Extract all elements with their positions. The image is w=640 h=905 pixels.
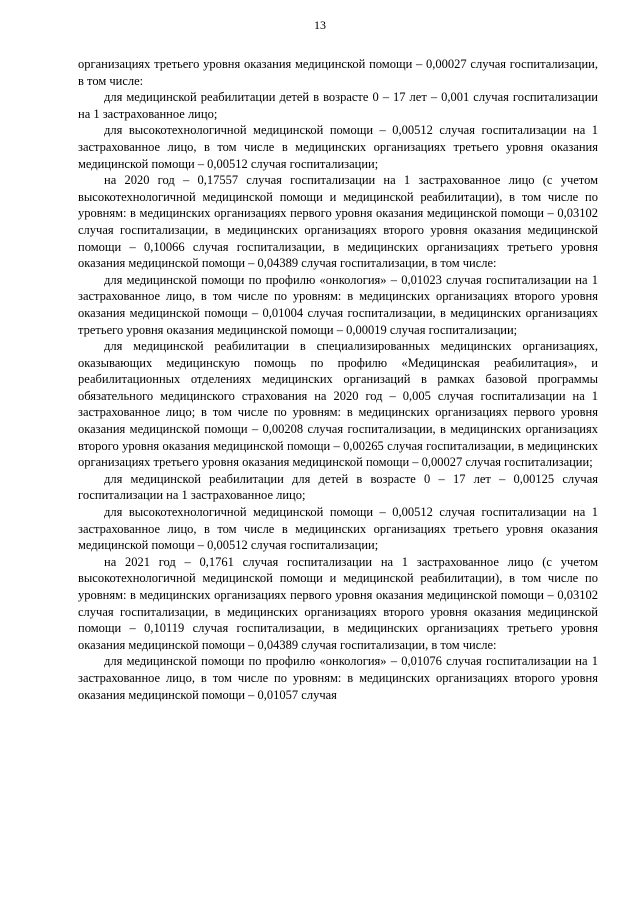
- paragraph: на 2020 год – 0,17557 случая госпитализации на 1 застрахованное лицо (с учетом высокотехнологичной медицинской помощи и медицинской реабилитации), в том числе по уровням: в медицинских организациях первого уровня оказания медицинской помощи – 0,03102 случая госпитализации, в медицинских организациях второго уровня оказания медицинской помощи – 0,10066 случая госпитализации, в медицинских организациях третьего уровня оказания медицинской помощи – 0,04389 случая госпитализации, в том числе:: [78, 173, 598, 271]
- page-number: 13: [314, 18, 326, 32]
- paragraph: организациях третьего уровня оказания медицинской помощи – 0,00027 случая госпитализации, в том числе:: [78, 57, 598, 88]
- paragraph: для медицинской помощи по профилю «онкология» – 0,01076 случая госпитализации на 1 застрахованное лицо, в том числе по уровням: в медицинских организациях второго уровня оказания медицинской помощи – 0,01057 случая: [78, 654, 598, 702]
- body-text: [78, 56, 598, 703]
- paragraph: для медицинской помощи по профилю «онкология» – 0,01023 случая госпитализации на 1 застрахованное лицо, в том числе по уровням: в медицинских организациях второго уровня оказания медицинской помощи – 0,01004 случая госпитализации, в медицинских организациях третьего уровня оказания медицинской помощи – 0,00019 случая госпитализации;: [78, 272, 598, 337]
- paragraph: для высокотехнологичной медицинской помощи – 0,00512 случая госпитализации на 1 застрахованное лицо, в том числе в медицинских организациях третьего уровня оказания медицинской помощи – 0,00512 случая госпитализации;: [78, 505, 598, 553]
- paragraph: на 2021 год – 0,1761 случая госпитализации на 1 застрахованное лицо (с учетом высокотехнологичной медицинской помощи и медицинской реабилитации), в том числе по уровням: в медицинских организациях первого уровня оказания медицинской помощи – 0,03102 случая госпитализации, в медицинских организациях второго уровня оказания медицинской помощи – 0,10119 случая госпитализации, в медицинских организациях третьего уровня оказания медицинской помощи – 0,04389 случая госпитализации, в том числе:: [78, 554, 598, 652]
- paragraph: для медицинской реабилитации для детей в возрасте 0 – 17 лет – 0,00125 случая госпитализации на 1 застрахованное лицо;: [78, 471, 598, 503]
- paragraph: для медицинской реабилитации в специализированных медицинских организациях, оказывающих медицинскую помощь по профилю «Медицинская реабилитация», и реабилитационных отделениях медицинских организаций в рамках базовой программы обязательного медицинского страхования на 2020 год – 0,005 случая госпитализации на 1 застрахованное лицо; в том числе по уровням: в медицинских организациях первого уровня оказания медицинской помощи – 0,00208 случая госпитализации, в медицинских организациях второго уровня оказания медицинской помощи – 0,00265 случая госпитализации, в медицинских организациях третьего уровня оказания медицинской помощи – 0,00027 случая госпитализации;: [78, 339, 598, 470]
- paragraph: для медицинской реабилитации детей в возрасте 0 – 17 лет – 0,001 случая госпитализации на 1 застрахованное лицо;: [78, 90, 598, 121]
- paragraph: для высокотехнологичной медицинской помощи – 0,00512 случая госпитализации на 1 застрахованное лицо, в том числе в медицинских организациях третьего уровня оказания медицинской помощи – 0,00512 случая госпитализации;: [78, 123, 598, 171]
